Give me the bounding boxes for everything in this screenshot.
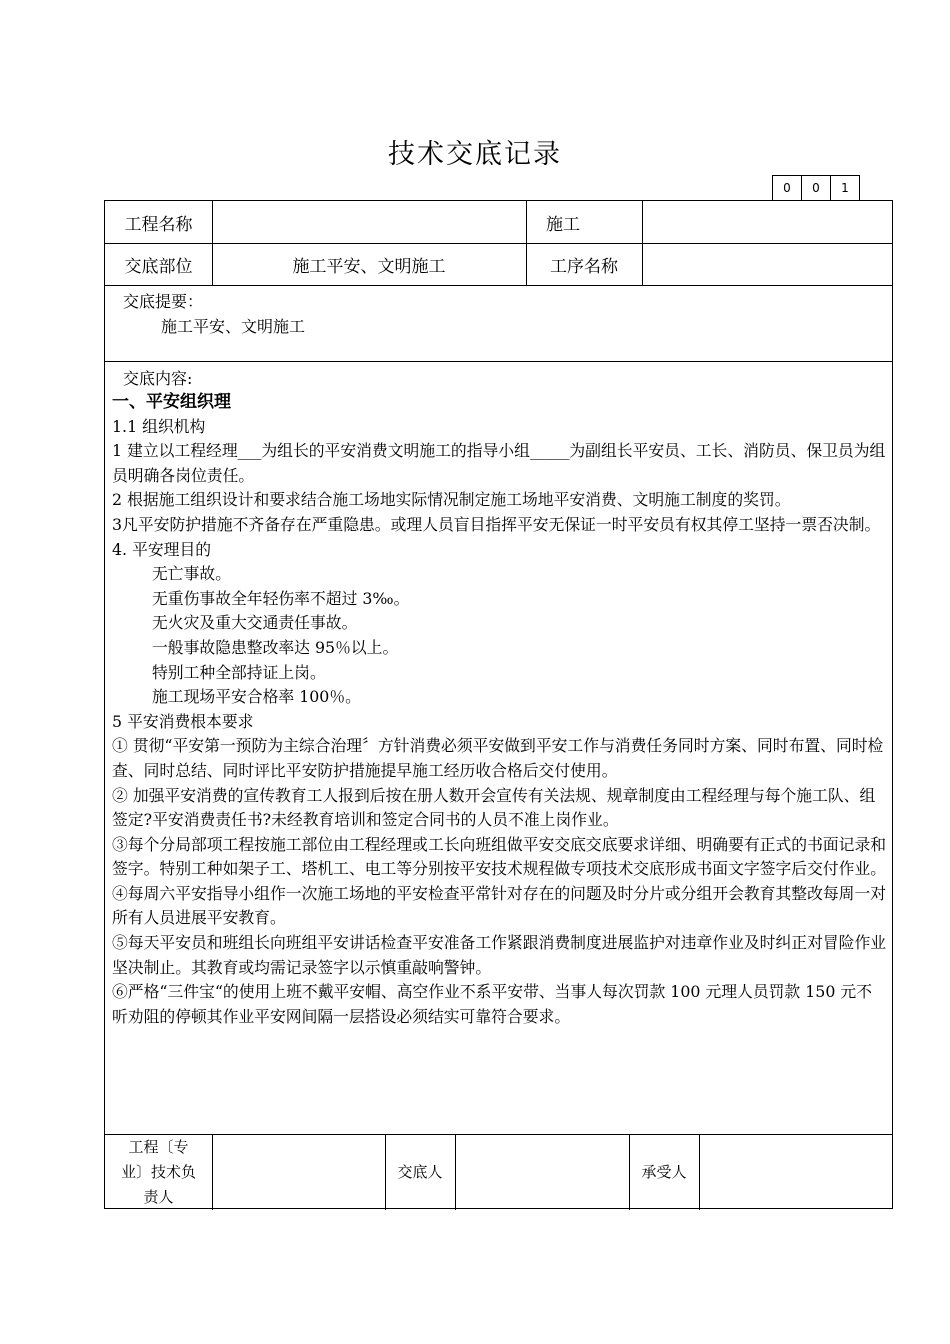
disclosure-part-value: 施工平安、文明施工 xyxy=(292,256,446,277)
content-paragraph: ② 加强平安消费的宣传教育工人报到后按在册人数开会宣传有关法规、规章制度由工程经理与每个施工队、组签定?平安消费责任书?未经教育培训和签定合同书的人员不准上岗作业。 xyxy=(112,785,876,830)
record-code xyxy=(773,175,860,201)
content-paragraph: 一般事故隐患整改率达 95％以上。 xyxy=(152,637,399,657)
construction-field[interactable] xyxy=(642,201,892,243)
construction-label: 施工 xyxy=(546,214,580,235)
summary-label: 交底提要： xyxy=(123,292,204,311)
record-table xyxy=(104,200,893,1209)
code-digit: 1 xyxy=(830,175,860,201)
document-title: 技术交底记录 xyxy=(388,139,562,170)
summary-text: 施工平安、文明施工 xyxy=(161,317,306,336)
content-paragraph: ⑥严格“三件宝“的使用上班不戴平安帽、高空作业不系平安带、当事人每次罚款 100 元理人员罚款 150 元不听劝阻的停顿其作业平安网间隔一层搭设必须结实可靠符合要求。 xyxy=(112,982,873,1026)
content-paragraph: ④每周六平安指导小组作一次施工场地的平安检查平常针对存在的问题及时分片或分组开会教育其整改每周一对所有人员进展平安教育。 xyxy=(112,883,887,928)
process-name-field[interactable] xyxy=(642,243,892,285)
content-paragraph: 1.1 组织机构 xyxy=(112,416,206,436)
disclosure-part-label: 交底部位 xyxy=(124,256,193,277)
content-paragraph: 施工现场平安合格率 100％。 xyxy=(152,687,361,707)
content-paragraph: ③每个分局部项工程按施工部位由工程经理或工长向班组做平安交底交底要求详细、明确要有正式的书面记录和签字。特别工种如架子工、塔机工、电工等分别按平安技术规程做专项技术交底形成书面文字签字后交付作业。 xyxy=(112,834,887,879)
project-name-field[interactable] xyxy=(212,201,526,243)
tech-lead-field[interactable] xyxy=(212,1134,385,1210)
content-label: 交底内容: xyxy=(123,369,193,388)
discloser-label: 交底人 xyxy=(397,1162,443,1181)
discloser-field[interactable] xyxy=(455,1134,629,1210)
content-paragraph: 无重伤事故全年轻伤率不超过 3‰。 xyxy=(152,588,410,608)
receiver-label: 承受人 xyxy=(641,1162,687,1181)
content-paragraph: 5 平安消费根本要求 xyxy=(112,711,254,731)
content-paragraph: ① 贯彻“平安第一预防为主综合治理〞方针消费必须平安做到平安工作与消费任务同时方案、同时布置、同时检查、同时总结、同时评比平安防护措施提早施工经历收合格后交付使用。 xyxy=(112,736,884,780)
content-paragraph: 2 根据施工组织设计和要求结合施工场地实际情况制定施工场地平安消费、文明施工制度的奖罚。 xyxy=(112,490,791,510)
content-paragraph: 无火灾及重大交通责任事故。 xyxy=(152,613,358,633)
content-paragraph: 特别工种全部持证上岗。 xyxy=(152,662,326,682)
code-digit: 0 xyxy=(801,175,831,201)
project-name-label: 工程名称 xyxy=(124,214,193,235)
content-paragraph: 4. 平安理目的 xyxy=(112,539,212,559)
receiver-field[interactable] xyxy=(699,1134,892,1210)
tech-lead-label: 工程〔专业〕技术负责人 xyxy=(120,1137,196,1206)
content-paragraph: 1 建立以工程经理___为组长的平安消费文明施工的指导小组_____为副组长平安员、工长、消防员、保卫员为组员明确各岗位责任。 xyxy=(112,441,886,485)
content-paragraph: ⑤每天平安员和班组长向班组平安讲话检查平安准备工作紧跟消费制度进展监护对违章作业及时纠正对冒险作业坚决制止。其教育或均需记录签字以示慎重敲响警钟。 xyxy=(112,933,887,977)
content-body xyxy=(112,390,887,1029)
code-digit: 0 xyxy=(772,175,802,201)
process-name-label: 工序名称 xyxy=(550,256,618,277)
section-heading: 一、平安组织理 xyxy=(112,392,231,412)
content-paragraph: 无亡事故。 xyxy=(152,564,231,584)
content-paragraph: 3凡平安防护措施不齐备存在严重隐患。或理人员盲目指挥平安无保证一时平安员有权其停工坚持一票否决制。 xyxy=(112,514,881,534)
